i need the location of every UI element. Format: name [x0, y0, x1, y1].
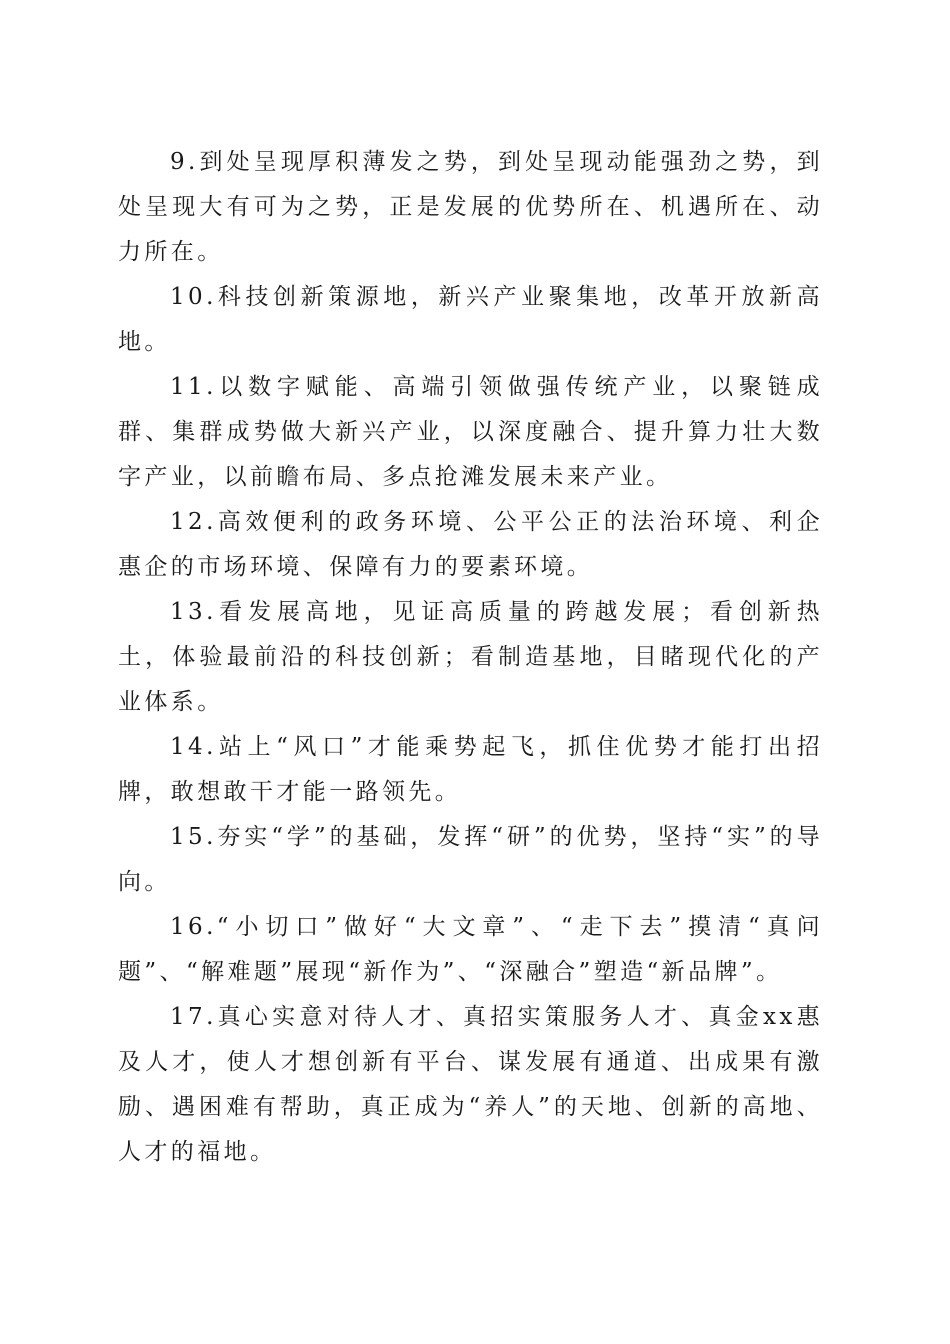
paragraph-13: 13.看发展高地，见证高质量的跨越发展；看创新热土，体验最前沿的科技创新；看制造基地，目睹现代化的产业体系。	[118, 599, 823, 715]
paragraph-15: 15.夯实“学”的基础，发挥“研”的优势，坚持“实”的导向。	[118, 824, 823, 895]
paragraph-12: 12.高效便利的政务环境、公平公正的法治环境、利企惠企的市场环境、保障有力的要素环境。	[118, 509, 823, 580]
paragraph-11: 11.以数字赋能、高端引领做强传统产业，以聚链成群、集群成势做大新兴产业，以深度融合、提升算力壮大数字产业，以前瞻布局、多点抢滩发展未来产业。	[118, 374, 823, 490]
paragraph-9: 9.到处呈现厚积薄发之势，到处呈现动能强劲之势，到处呈现大有可为之势，正是发展的优势所在、机遇所在、动力所在。	[118, 149, 823, 265]
paragraph-17: 17.真心实意对待人才、真招实策服务人才、真金xx惠及人才，使人才想创新有平台、谋发展有通道、出成果有激励、遇困难有帮助，真正成为“养人”的天地、创新的高地、人才的福地。	[118, 1004, 823, 1165]
paragraph-10: 10.科技创新策源地，新兴产业聚集地，改革开放新高地。	[118, 284, 823, 355]
paragraph-14: 14.站上“风口”才能乘势起飞，抓住优势才能打出招牌，敢想敢干才能一路领先。	[118, 734, 823, 805]
paragraph-16: 16.“小切口”做好“大文章”、“走下去”摸清“真问题”、“解难题”展现“新作为”、“深融合”塑造“新品牌”。	[118, 914, 823, 985]
document-body	[118, 140, 823, 1175]
